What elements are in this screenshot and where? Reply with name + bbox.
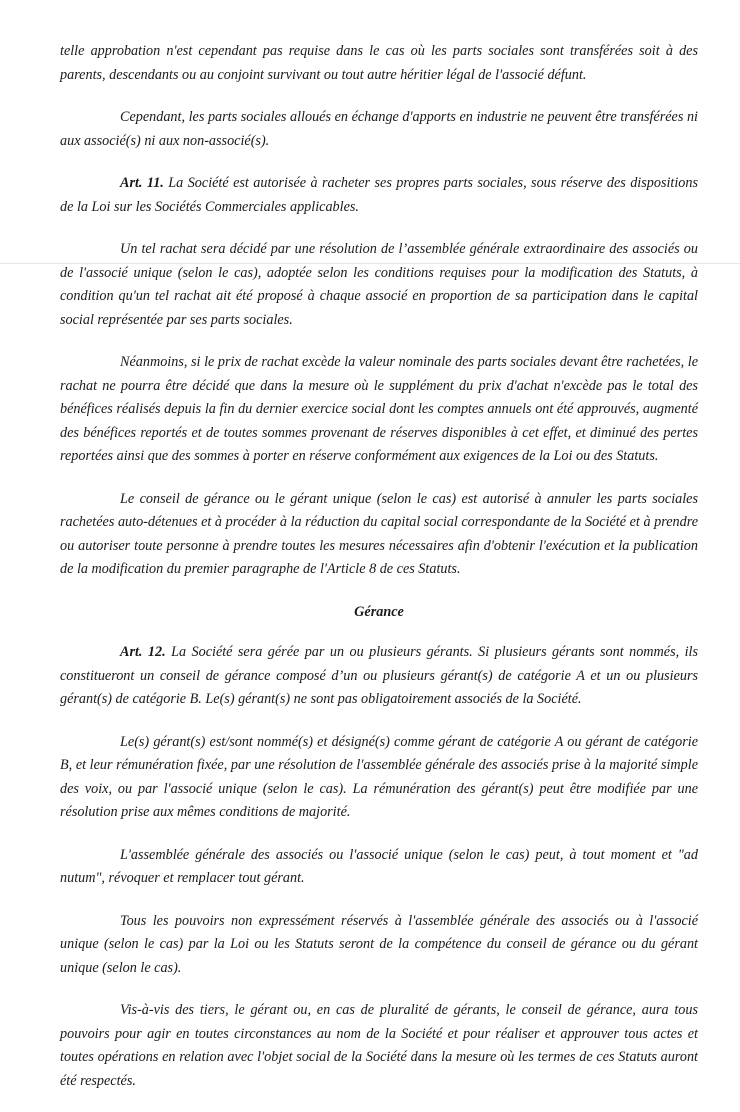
paragraph-manager-appointment: Le(s) gérant(s) est/sont nommé(s) et désigné(s) comme gérant de catégorie A ou gérant de catégorie B, et leur rémunération fixée, par une résolution de l'assemblée générale des associés prise à la majorité simple des voix, ou par l'associé unique (selon le cas). La rémunération des gérant(s) peut être modifiée par une résolution prise aux mêmes conditions de majorité.	[60, 733, 698, 820]
article-11	[60, 172, 698, 219]
paragraph-buyback-price: Néanmoins, si le prix de rachat excède la valeur nominale des parts sociales devant être rachetées, le rachat ne pourra être décidé que dans la mesure où le supplément du prix d'achat n'excède pas le total des bénéfices réalisés depuis la fin du dernier exercice social dont les comptes annuels ont été approuvés, augmenté des bénéfices reportés et de toutes sommes provenant de réserves disponibles à cet effet, et diminué des pertes reportées ainsi que des sommes à porter en réserve conformément aux exigences de la Loi ou des Statuts.	[60, 354, 698, 464]
article-12	[60, 641, 698, 712]
paragraph-industry-shares: Cependant, les parts sociales alloués en échange d'apports en industrie ne peuvent être transférées ni aux associé(s) ni aux non-associé(s).	[60, 109, 698, 149]
paragraph-cancellation: Le conseil de gérance ou le gérant unique (selon le cas) est autorisé à annuler les parts sociales rachetées auto-détenues et à procéder à la réduction du capital social correspondante de la Société et à prendre ou autoriser toute personne à prendre toutes les mesures nécessaires afin d'obtenir l'exécution et la publication de la modification du premier paragraphe de l'Article 8 de ces Statuts.	[60, 490, 698, 577]
section-heading: Gérance	[354, 603, 404, 620]
article-number: Art. 11.	[120, 175, 164, 191]
paragraph-third-parties: Vis-à-vis des tiers, le gérant ou, en cas de pluralité de gérants, le conseil de gérance, aura tous pouvoirs pour agir en toutes circonstances au nom de la Société et pour réaliser et approuver tous actes et toutes opérations en relation avec l'objet social de la Société dans la mesure où les termes de ces Statuts auront été respectés.	[60, 1002, 698, 1089]
document-page	[60, 40, 698, 1112]
article-text: La Société sera gérée par un ou plusieurs gérants. Si plusieurs gérants sont nommés, ils constitueront un conseil de gérance composé d’un ou plusieurs gérant(s) de catégorie A et un ou plusieurs gérant(s) de catégorie B. Le(s) gérant(s) ne sont pas obligatoirement associés de la Société.	[60, 644, 699, 707]
article-number: Art. 12.	[120, 644, 166, 660]
paragraph-continuation: telle approbation n'est cependant pas requise dans le cas où les parts sociales sont transférées soit à des parents, descendants ou au conjoint survivant ou tout autre héritier légal de l'associé défunt.	[60, 43, 698, 83]
paragraph-manager-revocation: L'assemblée générale des associés ou l'associé unique (selon le cas) peut, à tout moment et "ad nutum", révoquer et remplacer tout gérant.	[60, 846, 698, 886]
article-text: La Société est autorisée à racheter ses propres parts sociales, sous réserve des dispositions de la Loi sur les Sociétés Commerciales applicables.	[60, 175, 699, 215]
paragraph-board-powers: Tous les pouvoirs non expressément réservés à l'assemblée générale des associés ou à l'associé unique (selon le cas) par la Loi ou les Statuts seront de la compétence du conseil de gérance ou du gérant unique (selon le cas).	[60, 912, 698, 976]
paragraph-buyback-decision: Un tel rachat sera décidé par une résolution de l’assemblée générale extraordinaire des associés ou de l'associé unique (selon le cas), adoptée selon les conditions requises pour la modification des Statuts, à condition qu'un tel rachat ait été proposé à chaque associé en proportion de sa participation dans le capital social représentée par ses parts sociales.	[60, 241, 698, 328]
